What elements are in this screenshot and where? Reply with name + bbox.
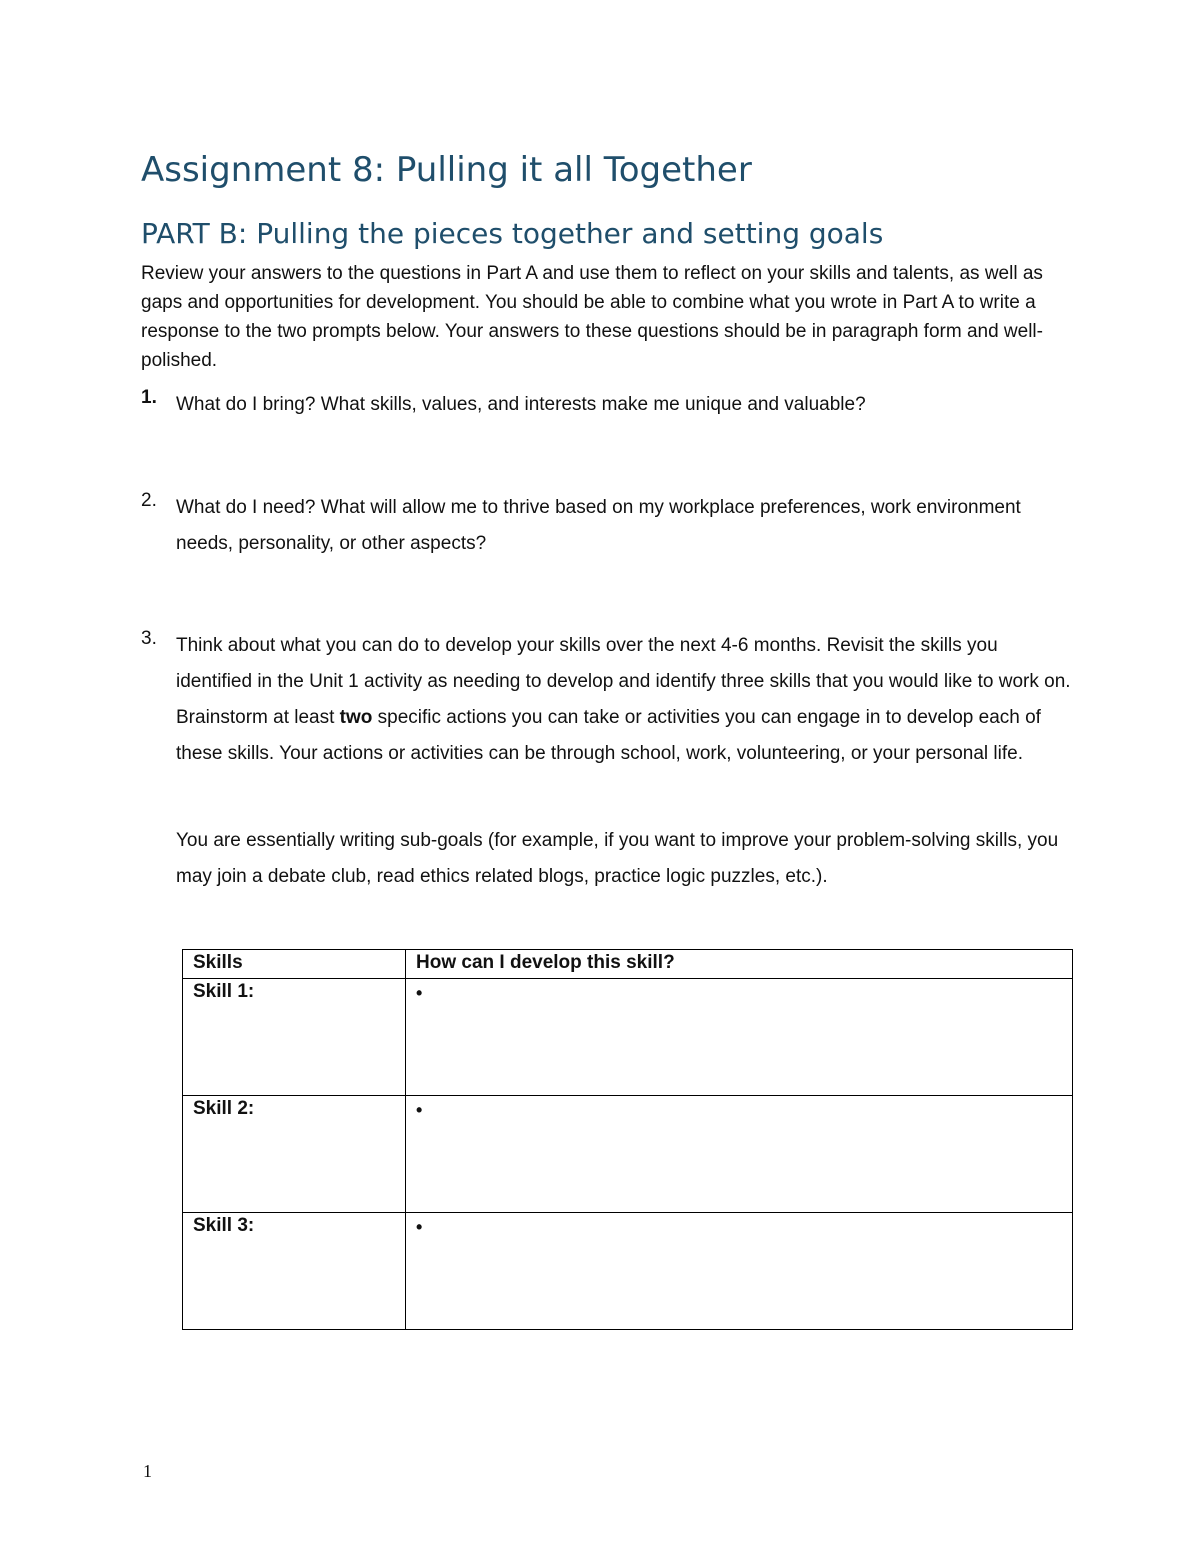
skill-2-label: Skill 2: <box>183 1096 406 1213</box>
question-1-number: 1. <box>141 387 157 408</box>
intro-paragraph: Review your answers to the questions in Part A and use them to reflect on your skills and talents, as well as gaps and opportunities for development. You should be able to combine what you wrote in Part A to write a response to the two prompts below. Your answers to these questions should be in paragraph form and well-polished. <box>141 263 1043 371</box>
question-3-text-part-1: Think about what you can do to develop your skills over the next 4-6 months. Revisit the skills you identified in the Unit 1 activity as needing to develop and identify three skills that you would like to work on. Brainstorm at least <box>176 635 1071 728</box>
skill-2-answer-cell[interactable] <box>406 1096 1073 1213</box>
bullet-icon: • <box>416 1217 423 1237</box>
page-title: Assignment 8: Pulling it all Together <box>141 150 752 190</box>
question-3-example-paragraph: You are essentially writing sub-goals (for example, if you want to improve your problem-solving skills, you may join a debate club, read ethics related blogs, practice logic puzzles, etc.). <box>176 830 1059 887</box>
section-heading: PART B: Pulling the pieces together and setting goals <box>141 217 884 250</box>
skills-table <box>182 949 1073 1330</box>
table-row <box>183 1096 1073 1213</box>
bullet-icon: • <box>416 1100 423 1120</box>
question-3-bold-word: two <box>339 707 373 728</box>
bullet-icon: • <box>416 983 423 1003</box>
question-3-text <box>176 628 1071 772</box>
table-header-row <box>183 950 1073 979</box>
question-3-number: 3. <box>141 628 157 649</box>
page-number: 1 <box>143 1461 152 1481</box>
skill-1-label: Skill 1: <box>183 979 406 1096</box>
question-3 <box>141 628 1071 772</box>
table-header-skills: Skills <box>183 950 406 979</box>
question-1-text: What do I bring? What skills, values, and interests make me unique and valuable? <box>176 394 866 415</box>
question-2 <box>141 490 1071 562</box>
skill-3-label: Skill 3: <box>183 1213 406 1330</box>
table-row <box>183 979 1073 1096</box>
question-2-number: 2. <box>141 490 157 511</box>
table-header-develop: How can I develop this skill? <box>406 950 1073 979</box>
skill-1-answer-cell[interactable] <box>406 979 1073 1096</box>
question-1 <box>141 387 1071 423</box>
table-row <box>183 1213 1073 1330</box>
skill-3-answer-cell[interactable] <box>406 1213 1073 1330</box>
question-3-text-part-2: specific actions you can take or activities you can engage in to develop each of these skills. Your actions or activities can be through school, work, volunteering, or your personal life. <box>176 707 1041 764</box>
question-2-text: What do I need? What will allow me to thrive based on my workplace preferences, work environment needs, personality, or other aspects? <box>176 497 1021 554</box>
